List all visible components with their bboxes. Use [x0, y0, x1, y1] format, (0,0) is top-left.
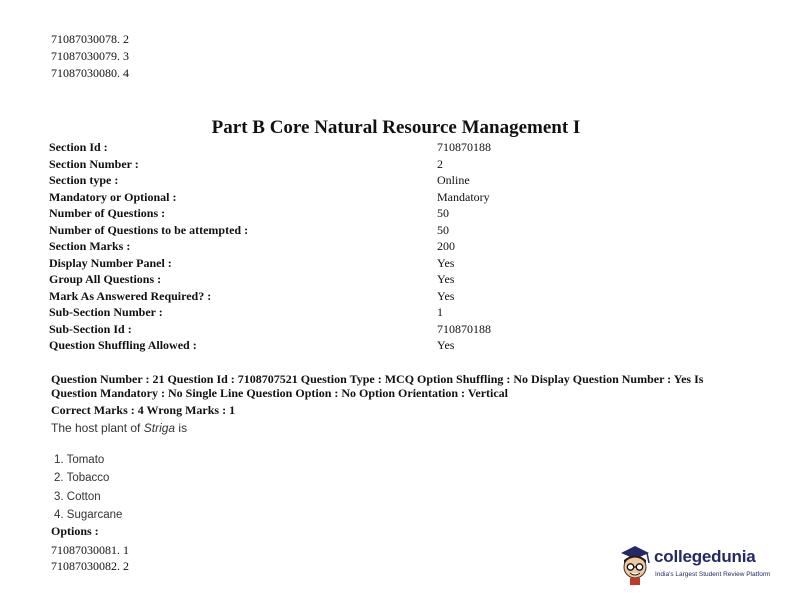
- answer-choice: 2. Tobacco: [54, 472, 110, 485]
- option-code: 71087030081. 1: [51, 543, 129, 557]
- info-value: Yes: [437, 255, 455, 270]
- info-label: Question Shuffling Allowed :: [49, 338, 197, 352]
- question-text-italic: Striga: [143, 421, 176, 435]
- question-text-suffix: is: [175, 421, 188, 435]
- info-value: 710870188: [437, 140, 491, 154]
- info-label: Display Number Panel :: [49, 255, 172, 270]
- options-label: Options :: [51, 524, 99, 538]
- info-value: Yes: [437, 338, 455, 352]
- question-text: [51, 421, 187, 435]
- answer-choices: [54, 451, 122, 524]
- info-label: Section Number :: [49, 156, 139, 171]
- info-label: Mandatory or Optional :: [49, 189, 177, 204]
- info-value: Yes: [437, 288, 455, 303]
- collegedunia-logo: [618, 541, 771, 589]
- option-code: 71087030080. 4: [51, 66, 129, 80]
- previous-question-options: [51, 31, 129, 82]
- info-value: Yes: [437, 272, 455, 286]
- answer-choice: 3. Cotton: [54, 490, 101, 503]
- info-value: Online: [437, 173, 470, 187]
- answer-choice: 1. Tomato: [54, 454, 105, 466]
- info-label: Sub-Section Number :: [49, 305, 163, 319]
- info-label: Number of Questions to be attempted :: [49, 222, 249, 237]
- logo-tagline: India's Largest Student Review Platform: [655, 571, 771, 578]
- logo-name: collegedunia: [654, 547, 756, 566]
- option-code: 71087030079. 3: [51, 49, 129, 63]
- question-options: [51, 542, 129, 574]
- info-label: Section Marks :: [49, 239, 131, 253]
- info-label: Section Id :: [49, 140, 108, 154]
- info-value: 50: [437, 222, 449, 237]
- info-label: Sub-Section Id :: [49, 321, 132, 336]
- info-value: 50: [437, 206, 449, 220]
- question-marks: Correct Marks : 4 Wrong Marks : 1: [51, 403, 236, 417]
- section-title: Part B Core Natural Resource Management I: [211, 117, 581, 138]
- info-value: 200: [437, 239, 455, 253]
- option-code: 71087030078. 2: [51, 32, 129, 46]
- answer-choice: 4. Sugarcane: [54, 508, 123, 521]
- question-text-prefix: The host plant of: [51, 421, 144, 435]
- info-value: 2: [437, 156, 443, 171]
- info-label: Section type :: [49, 173, 119, 187]
- info-value: Mandatory: [437, 189, 490, 204]
- mascot-icon: [618, 543, 652, 587]
- info-label: Number of Questions :: [49, 206, 166, 220]
- info-label: Group All Questions :: [49, 272, 162, 286]
- info-value: 710870188: [437, 321, 491, 336]
- info-value: 1: [437, 305, 443, 319]
- option-code: 71087030082. 2: [51, 559, 129, 573]
- question-header: Question Number : 21 Question Id : 7108707521 Question Type : MCQ Option Shuffling : No Display Question Number : Yes Is Question Mandatory : No Single Line Question Option : No Option Orientation : Vertical: [51, 372, 704, 400]
- info-label: Mark As Answered Required? :: [49, 288, 212, 303]
